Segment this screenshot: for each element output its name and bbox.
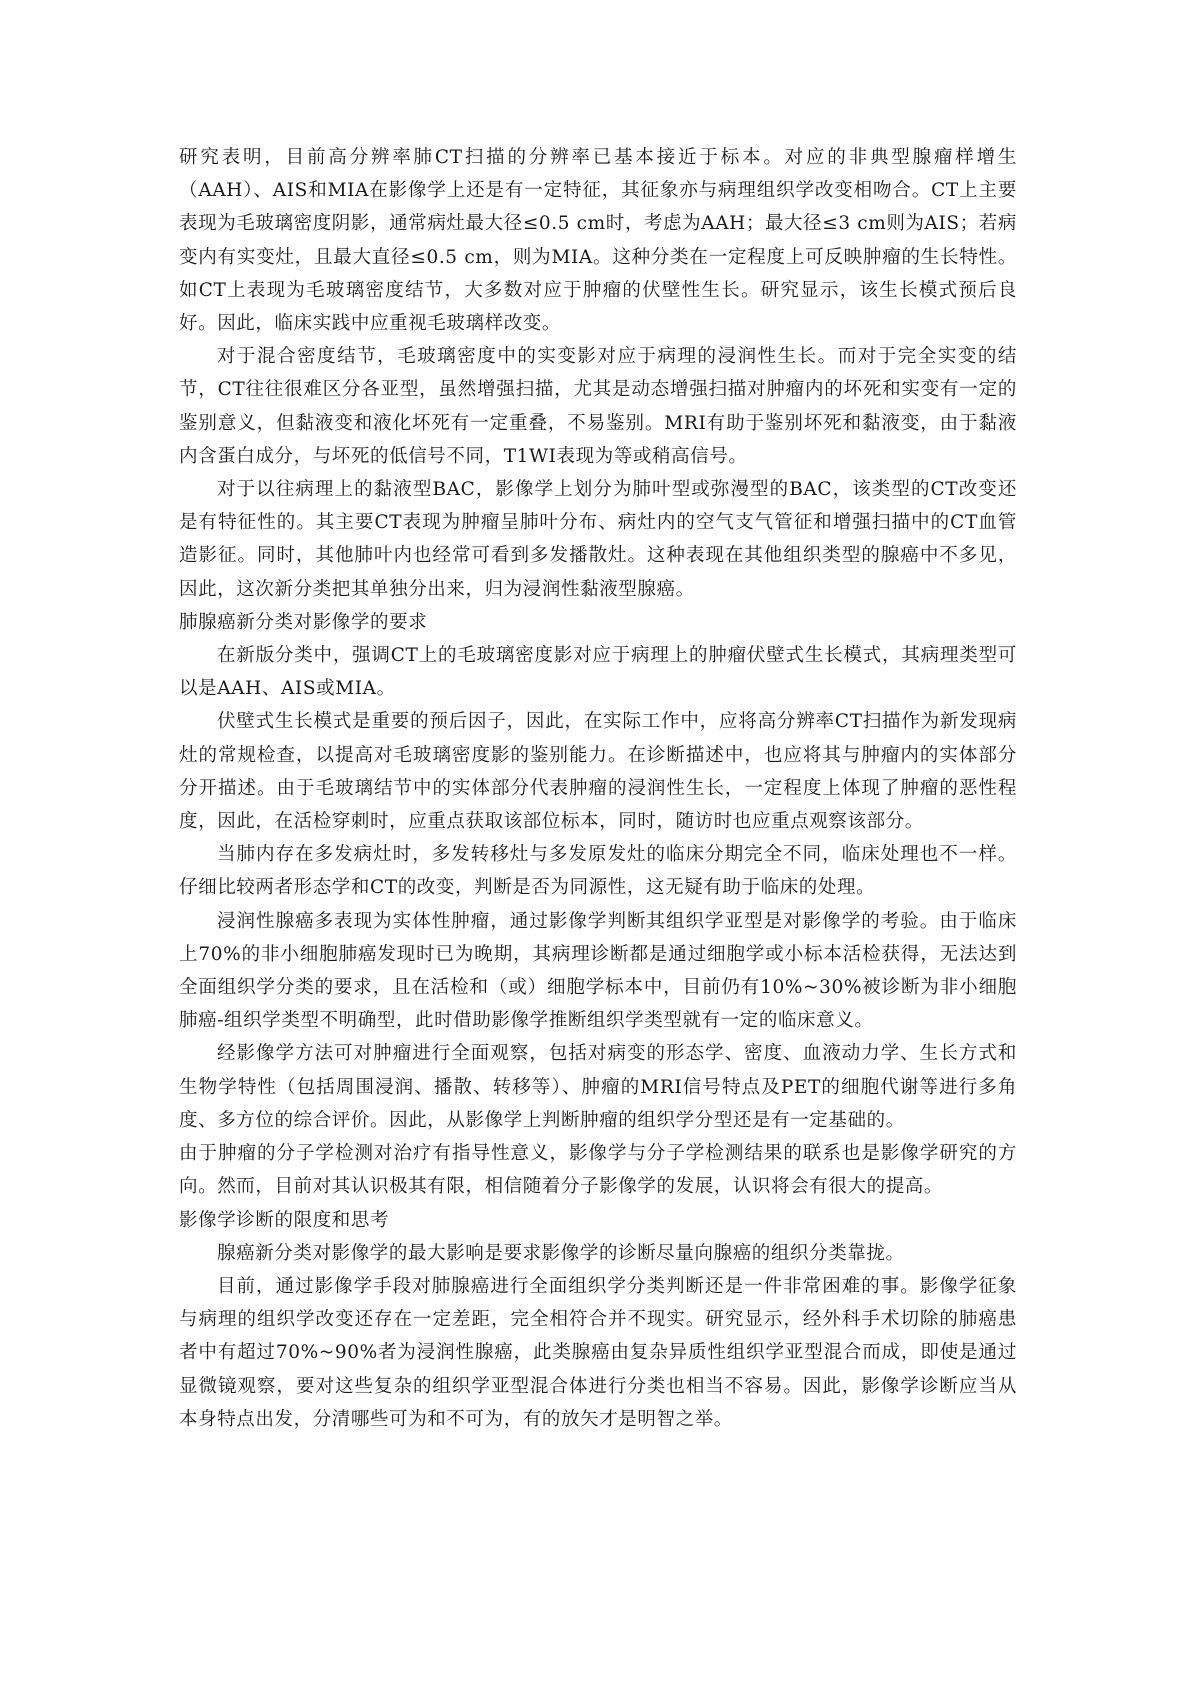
paragraph-greatest-impact: 腺癌新分类对影像学的最大影响是要求影像学的诊断尽量向腺癌的组织分类靠拢。 bbox=[217, 1242, 905, 1264]
paragraph-multiple-lesions: 当肺内存在多发病灶时，多发转移灶与多发原发灶的临床分期完全不同，临床处理也不一样。仔细比较两者形态学和CT的改变，判断是否为同源性，这无疑有助于临床的处理。 bbox=[179, 844, 1017, 899]
paragraph-mixed-density-nodule: 对于混合密度结节，毛玻璃密度中的实变影对应于病理的浸润性生长。而对于完全实变的结节，CT往往很难区分各亚型，虽然增强扫描，尤其是动态增强扫描对肿瘤内的坏死和实变有一定的鉴别意义，但黏液变和液化坏死有一定重叠，不易鉴别。MRI有助于鉴别坏死和黏液变，由于黏液内含蛋白成分，与坏死的低信号不同，T1WI表现为等或稍高信号。 bbox=[179, 346, 1017, 467]
document-body bbox=[179, 141, 1017, 1436]
paragraph-imaging-evaluation: 经影像学方法可对肿瘤进行全面观察，包括对病变的形态学、密度、血液动力学、生长方式和生物学特性（包括周围浸润、播散、转移等）、肿瘤的MRI信号特点及PET的细胞代谢等进行多角度、多方位的综合评价。因此，从影像学上判断肿瘤的组织学分型还是有一定基础的。 bbox=[179, 1043, 1017, 1131]
section-heading-diagnostic-limits: 影像学诊断的限度和思考 bbox=[179, 1209, 390, 1231]
paragraph-ct-resolution: 研究表明，目前高分辨率肺CT扫描的分辨率已基本接近于标本。对应的非典型腺瘤样增生（AAH）、AIS和MIA在影像学上还是有一定特征，其征象亦与病理组织学改变相吻合。CT上主要表现为毛玻璃密度阴影，通常病灶最大径≤0.5 cm时，考虑为AAH；最大径≤3 cm则为AIS；若病变内有实变灶，且最大直径≤0.5 cm，则为MIA。这种分类在一定程度上可反映肿瘤的生长特性。如CT上表现为毛玻璃密度结节，大多数对应于肿瘤的伏壁性生长。研究显示，该生长模式预后良好。因此，临床实践中应重视毛玻璃样改变。 bbox=[179, 147, 1017, 335]
paragraph-molecular-testing: 由于肿瘤的分子学检测对治疗有指导性意义，影像学与分子学检测结果的联系也是影像学研究的方向。然而，目前对其认识极其有限，相信随着分子影像学的发展，认识将会有很大的提高。 bbox=[179, 1143, 1017, 1198]
section-heading-imaging-requirements: 肺腺癌新分类对影像学的要求 bbox=[179, 611, 428, 633]
paragraph-current-difficulty: 目前，通过影像学手段对肺腺癌进行全面组织学分类判断还是一件非常困难的事。影像学征象与病理的组织学改变还存在一定差距，完全相符合并不现实。研究显示，经外科手术切除的肺癌患者中有超过70%~90%者为浸润性腺癌，此类腺癌由复杂异质性组织学亚型混合而成，即使是通过显微镜观察，要对这些复杂的组织学亚型混合体进行分类也相当不容易。因此，影像学诊断应当从本身特点出发，分清哪些可为和不可为，有的放矢才是明智之举。 bbox=[179, 1275, 1017, 1430]
paragraph-lepidic-growth: 伏壁式生长模式是重要的预后因子，因此，在实际工作中，应将高分辨率CT扫描作为新发现病灶的常规检查，以提高对毛玻璃密度影的鉴别能力。在诊断描述中，也应将其与肿瘤内的实体部分分开描述。由于毛玻璃结节中的实体部分代表肿瘤的浸润性生长，一定程度上体现了肿瘤的恶性程度，因此，在活检穿刺时，应重点获取该部位标本，同时，随访时也应重点观察该部分。 bbox=[179, 711, 1017, 833]
paragraph-mucinous-bac: 对于以往病理上的黏液型BAC，影像学上划分为肺叶型或弥漫型的BAC，该类型的CT改变还是有特征性的。其主要CT表现为肿瘤呈肺叶分布、病灶内的空气支气管征和增强扫描中的CT血管造影征。同时，其他肺叶内也经常可看到多发播散灶。这种表现在其他组织类型的腺癌中不多见，因此，这次新分类把其单独分出来，归为浸润性黏液型腺癌。 bbox=[179, 479, 1017, 600]
paragraph-new-classification: 在新版分类中，强调CT上的毛玻璃密度影对应于病理上的肿瘤伏壁式生长模式，其病理类型可以是AAH、AIS或MIA。 bbox=[179, 645, 1017, 700]
paragraph-invasive-adenocarcinoma: 浸润性腺癌多表现为实体性肿瘤，通过影像学判断其组织学亚型是对影像学的考验。由于临床上70%的非小细胞肺癌发现时已为晚期，其病理诊断都是通过细胞学或小标本活检获得，无法达到全面组织学分类的要求，且在活检和（或）细胞学标本中，目前仍有10%~30%被诊断为非小细胞肺癌-组织学类型不明确型，此时借助影像学推断组织学类型就有一定的临床意义。 bbox=[179, 910, 1017, 1032]
